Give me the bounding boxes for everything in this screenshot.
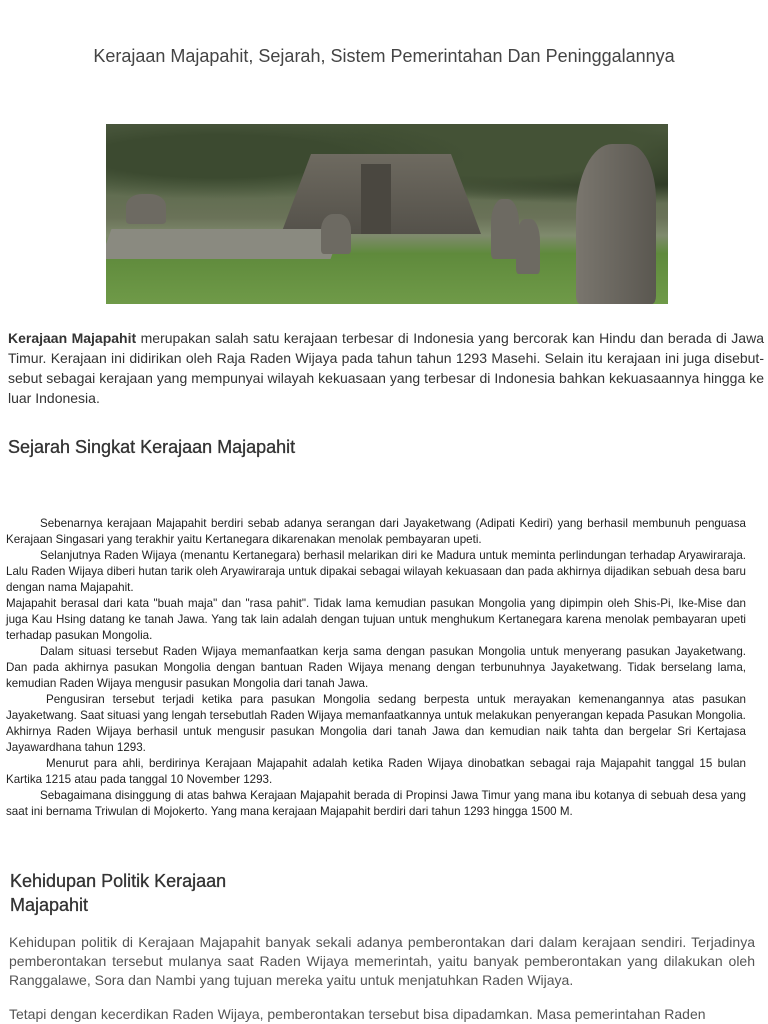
temple-gate — [361, 164, 391, 234]
section-heading: Sejarah Singkat Kerajaan Majapahit — [8, 437, 296, 457]
temple-photo — [106, 124, 668, 304]
paragraph: Sebenarnya kerajaan Majapahit berdiri sebab adanya serangan dari Jayaketwang (Adipati Kediri) yang berhasil membunuh penguasa Kerajaan Singasari yang terakhir yaitu Kertanegara dikarenakan menolak pembayaran upeti. — [6, 517, 746, 546]
stone-path — [106, 229, 341, 259]
statue — [516, 219, 540, 274]
intro-text: merupakan salah satu kerajaan terbesar di Indonesia yang bercorak kan Hindu dan berada di Jawa Timur. Kerajaan ini didirikan oleh Raja Raden Wijaya pada tahun tahun 1293 Masehi. Selain itu kerajaan ini juga disebut-sebut sebagai kerajaan yang mempunyai wilayah kekuasaan yang terbesar di Indonesia bahkan kekuasaannya hingga ke luar Indonesia. — [8, 330, 764, 406]
history-body — [6, 516, 746, 820]
intro-paragraph — [8, 328, 764, 408]
statue — [126, 194, 166, 224]
large-statue — [576, 144, 656, 304]
paragraph: Majapahit berasal dari kata "buah maja" dan "rasa pahit". Tidak lama kemudian pasukan Mongolia yang dipimpin oleh Shis-Pi, Ike-Mise dan juga Kau Hsing datang ke tanah Jawa. Yang tak lain adalah dengan tujuan untuk menghukum Kertanegara karena menolak pembayaran upeti terhadap pasukan Mongolia. — [6, 597, 746, 642]
paragraph: Tetapi dengan kecerdikan Raden Wijaya, pemberontakan tersebut bisa dipadamkan. Masa pemerintahan Raden — [9, 1006, 706, 1022]
paragraph: Kehidupan politik di Kerajaan Majapahit banyak sekali adanya pemberontakan dari dalam kerajaan sendiri. Terjadinya pemberontakan tersebut mulanya saat Raden Wijaya memerintah, yaitu banyak pemberontakan yang dilakukan oleh Ranggalawe, Sora dan Nambi yang tujuan mereka yaitu untuk menjatuhkan Raden Wijaya. — [9, 934, 755, 988]
paragraph: Dalam situasi tersebut Raden Wijaya memanfaatkan kerja sama dengan pasukan Mongolia untuk menyerang pasukan Jayaketwang. Dan pada akhirnya pasukan Mongolia dengan bantuan Raden Wijaya menang dengan terbunuhnya Jayaketwang. Tidak berselang lama, kemudian Raden Wijaya mengusir pasukan Mongolia dari tanah Jawa. — [6, 645, 746, 690]
paragraph: Akhirnya Raden Wijaya berhasil untuk mengusir pasukan Mongolia dari tanah Jawa dan kemudian naik tahta dan bergelar Sri Kertajasa Jayawardhana tahun 1293. — [6, 725, 746, 754]
paragraph: Pengusiran tersebut terjadi ketika para pasukan Mongolia sedang berpesta untuk merayakan kemenangannya atas pasukan Jayaketwang. Saat situasi yang lengah tersebutlah Raden Wijaya memanfaatkannya untuk melakukan penyerangan kepada Pasukan Mongolia. — [6, 693, 746, 722]
page-title: Kerajaan Majapahit, Sejarah, Sistem Pemerintahan Dan Peninggalannya — [93, 46, 675, 66]
intro-bold: Kerajaan Majapahit — [8, 330, 137, 346]
statue — [491, 199, 519, 259]
paragraph: Selanjutnya Raden Wijaya (menantu Kertanegara) berhasil melarikan diri ke Madura untuk meminta perlindungan terhadap Aryawiraraja. Lalu Raden Wijaya diberi hutan tarik oleh Aryawiraraja untuk dipakai sebagai wilayah kekuasaan dan pada akhirnya dijadikan sebuah desa baru dengan nama Majapahit. — [6, 549, 746, 594]
paragraph: Sebagaimana disinggung di atas bahwa Kerajaan Majapahit berada di Propinsi Jawa Timur yang mana ibu kotanya di sebuah desa yang saat ini bernama Triwulan di Mojokerto. Yang mana kerajaan Majapahit berdiri dari tahun 1293 hingga 1500 M. — [6, 789, 746, 818]
paragraph: Menurut para ahli, berdirinya Kerajaan Majapahit adalah ketika Raden Wijaya dinobatkan sebagai raja Majapahit tanggal 15 bulan Kartika 1215 atau pada tanggal 10 November 1293. — [6, 757, 746, 786]
statue — [321, 214, 351, 254]
section-heading: Kehidupan Politik Kerajaan Majapahit — [10, 871, 227, 915]
